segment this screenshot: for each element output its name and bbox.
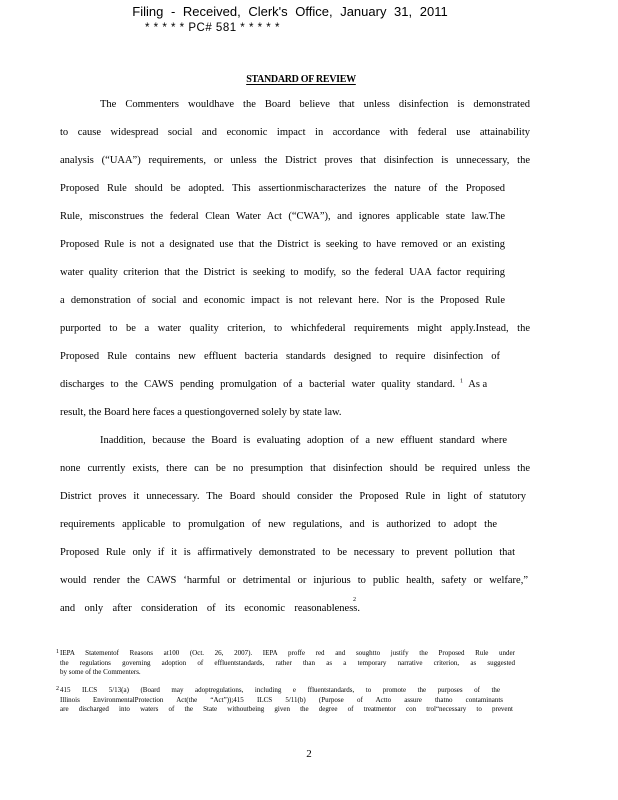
p1-line: Proposed Rule is not a designated use that the District is seeking to have removed or an existing [60,239,505,250]
p2-line: Proposed Rule only if it is affirmatively demonstrated to be necessary to prevent pollution that [60,547,515,558]
p1-line: result, the Board here faces a questiongoverned solely by state law. [60,407,342,418]
p1-line11-tail [460,378,487,392]
page-number: 2 [306,748,312,760]
section-heading-text: STANDARD OF REVIEW [246,74,356,85]
footnote-ref-1[interactable]: 1 [460,378,463,385]
footnote-2-line: are discharged into waters of the State withoutbeing given the degree of treatmentor con trol“necessary to prevent [60,705,513,713]
p1-line: water quality criterion that the District is seeking to modify, so the federal UAA factor requiring [60,267,505,278]
footnote-1-line: the regulations governing adoption of effluentstandards, rather than as a temporary narrative criterion, as suggested [60,658,515,667]
p2-line: and only after consideration of its economic reasonableness. [60,603,360,614]
footnote-2: 2 415 ILCS 5/13(a) (Board may adoptregulations, including e ffluentstandards, to promote the purposes of the Illinois EnvironmentalProtection Act(the “Act”));415 ILCS 5/11(b) (Purpose of Actto assure thatno contaminants are discharged into waters of the State withoutbeing given the degree of treatmentor con trol“necessary to prevent [56,686,513,713]
footnote-1-line: IEPA Statementof Reasons at100 (Oct. 26, 2007). IEPA proffe red and soughtto justify the Proposed Rule under [60,649,515,657]
footnote-2-line: 415 ILCS 5/13(a) (Board may adoptregulations, including e ffluentstandards, to promote the purposes of the [60,686,500,694]
p1-line: Proposed Rule contains new effluent bacteria standards designed to require disinfection of [60,351,500,362]
p2-line: none currently exists, there can be no presumption that disinfection should be required unless the [60,463,530,474]
p1-line: The Commenters wouldhave the Board believe that unless disinfection is demonstrated [100,99,530,110]
footnote-1: 1 IEPA Statementof Reasons at100 (Oct. 26, 2007). IEPA proffe red and soughtto justify the Proposed Rule under the regulations governing adoption of effluentstandards, rather than as a temporary narrative criterion, as suggested by some of the Commenters. [56,649,515,676]
p1-line: a demonstration of social and economic impact is not relevant here. Nor is the Proposed Rule [60,295,505,306]
footnote-2-line: Illinois EnvironmentalProtection Act(the “Act”));415 ILCS 5/11(b) (Purpose of Actto assure thatno contaminants [60,695,503,704]
pc-number-header: * * * * * PC# 581 * * * * * [145,22,280,34]
p2-line: would render the CAWS ‘harmful or detrimental or injurious to public health, safety or welfare,” [60,575,528,586]
p2-line: requirements applicable to promulgation of new regulations, and is authorized to adopt the [60,519,497,530]
p2-line: Inaddition, because the Board is evaluating adoption of a new effluent standard where [100,435,507,446]
p1-line: analysis (“UAA”) requirements, or unless the District proves that disinfection is unnecessary, the [60,155,530,166]
p1-line: to cause widespread social and economic impact in accordance with federal use attainability [60,127,530,138]
p2-line: District proves it unnecessary. The Board should consider the Proposed Rule in light of statutory [60,491,526,502]
p1-line: Proposed Rule should be adopted. This assertionmischaracterizes the nature of the Proposed [60,183,505,194]
section-heading [0,74,618,85]
footnote-1-line: by some of the Commenters. [60,668,141,676]
filing-header: Filing - Received, Clerk's Office, January 31, 2011 [132,4,448,19]
p1-line: purported to be a water quality criterion, to whichfederal requirements might apply.Instead, the [60,323,530,334]
p1-line11-tail-text: As a [468,379,488,390]
p1-line: Rule, misconstrues the federal Clean Water Act (“CWA”), and ignores applicable state law.The [60,211,505,222]
p1-line: discharges to the CAWS pending promulgation of a bacterial water quality standard. [60,379,455,390]
